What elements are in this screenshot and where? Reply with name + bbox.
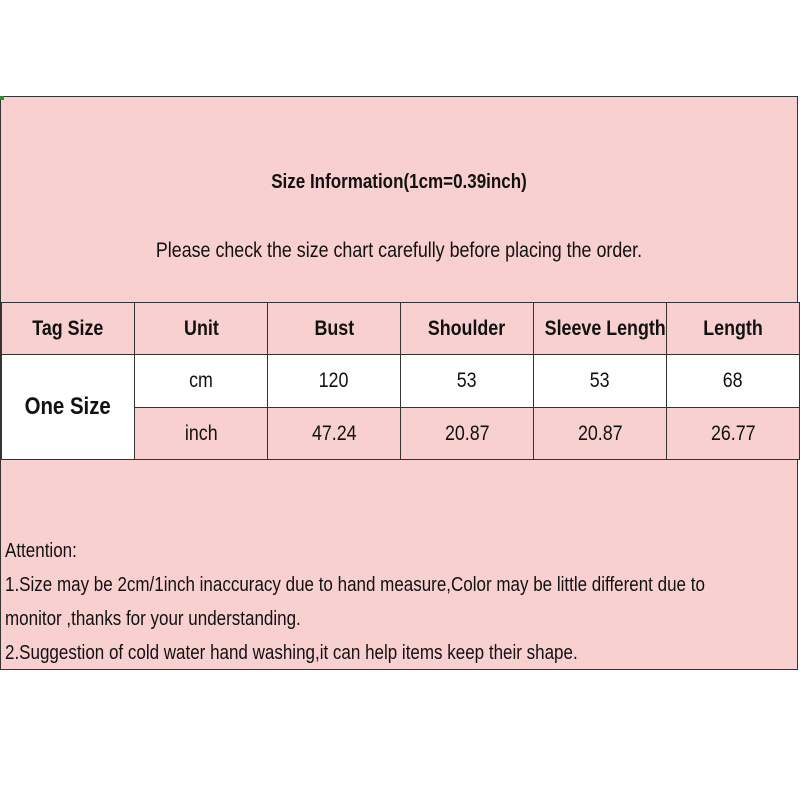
- length-cell: 26.77: [667, 408, 800, 460]
- attention-heading: Attention:: [5, 540, 77, 562]
- column-header-bust: Bust: [268, 303, 401, 355]
- length-cell: 68: [667, 355, 800, 408]
- page-title: Size Information(1cm=0.39inch): [271, 171, 527, 193]
- column-header-tag-size: Tag Size: [2, 303, 135, 355]
- table-row: [2, 355, 800, 408]
- sleeve-length-cell: 20.87: [534, 408, 667, 460]
- bust-cell: 47.24: [268, 408, 401, 460]
- unit-cell: cm: [135, 355, 268, 408]
- unit-cell: inch: [135, 408, 268, 460]
- table-header-row: [2, 303, 800, 355]
- attention-line: monitor ,thanks for your understanding.: [5, 608, 301, 630]
- shoulder-cell: 53: [401, 355, 534, 408]
- bust-cell: 120: [268, 355, 401, 408]
- sleeve-length-cell: 53: [534, 355, 667, 408]
- page-subtitle: Please check the size chart carefully before placing the order.: [155, 239, 643, 262]
- size-table: [1, 302, 800, 460]
- tag-size-cell: One Size: [2, 355, 135, 460]
- attention-notes: [5, 534, 795, 670]
- attention-line: 1.Size may be 2cm/1inch inaccuracy due to hand measure,Color may be little different due to: [5, 574, 705, 596]
- size-info-card: [0, 96, 798, 670]
- column-header-shoulder: Shoulder: [401, 303, 534, 355]
- shoulder-cell: 20.87: [401, 408, 534, 460]
- attention-line: 2.Suggestion of cold water hand washing,it can help items keep their shape.: [5, 642, 578, 664]
- column-header-unit: Unit: [135, 303, 268, 355]
- column-header-length: Length: [667, 303, 800, 355]
- column-header-sleeve-length: Sleeve Length: [534, 303, 667, 355]
- corner-mark: [0, 96, 4, 100]
